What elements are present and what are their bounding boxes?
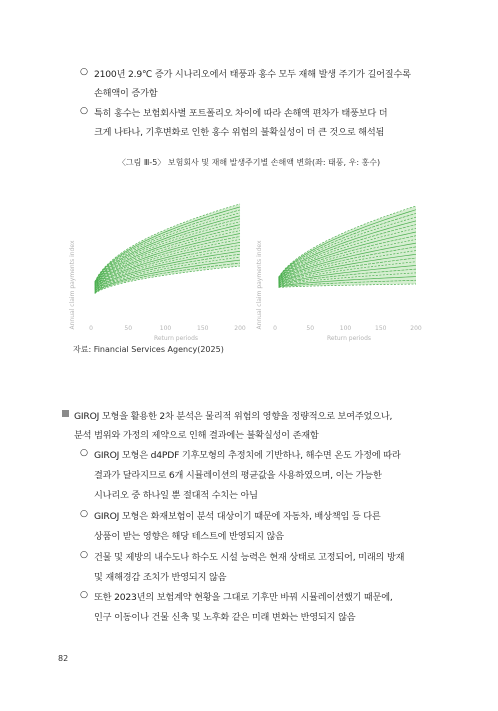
bullet-text-line: 건물 및 제방의 내수도나 하수도 시설 능력은 현재 상태로 고정되어, 미래의 방재 — [94, 552, 405, 563]
bullet-marker: ○ — [80, 66, 88, 77]
y-axis-label: Annual claim payments index — [256, 240, 263, 330]
bullet-marker: ○ — [80, 447, 88, 458]
x-tick-label: 0 — [273, 325, 277, 332]
plot-area — [95, 204, 240, 294]
uncertainty-band — [95, 204, 240, 294]
y-axis-label: Annual claim payments index — [69, 240, 76, 330]
bullet-text-line: GIROJ 모형은 d4PDF 기후모형의 추정치에 기반하나, 해수면 온도 가정에 따라 — [94, 450, 401, 461]
typhoon-loss-chart — [64, 180, 256, 346]
bullet-text-line: 크게 나타나, 기후변화로 인한 홍수 위험의 불확실성이 더 큰 것으로 해석됨 — [94, 127, 385, 138]
bullet-marker: ○ — [80, 105, 88, 116]
x-axis-ticks — [273, 325, 422, 332]
bullet-text-line: GIROJ 모형은 화재보험이 분석 대상이기 때문에 자동차, 배상책임 등 다른 — [94, 511, 381, 522]
x-axis-label: Return periods — [153, 335, 199, 342]
bullet-text-line: 2100년 2.9℃ 증가 시나리오에서 태풍과 홍수 모두 재해 발생 주기가 길어질수록 — [94, 69, 411, 80]
bullet-marker: ○ — [80, 508, 88, 519]
bullet-marker: ○ — [80, 589, 88, 600]
square-bullet-icon — [62, 408, 73, 419]
bullet-text-line: 손해액이 증가함 — [94, 88, 158, 99]
x-axis-ticks — [89, 325, 246, 332]
page-number: 82 — [58, 654, 69, 663]
bullet-text-line: 특히 홍수는 보험회사별 포트폴리오 차이에 따라 손해액 편차가 태풍보다 더 — [94, 108, 388, 119]
x-tick-label: 150 — [197, 325, 209, 332]
bullet-text-line: 시나리오 중 하나일 뿐 절대적 수치는 아님 — [94, 490, 258, 501]
x-tick-label: 50 — [306, 325, 315, 332]
x-tick-label: 100 — [339, 325, 352, 332]
bullet-text-line: 분석 범위와 가정의 제약으로 인해 결과에는 불확실성이 존재함 — [74, 430, 319, 441]
bullet-text-line: 상품이 받는 영향은 해당 테스트에 반영되지 않음 — [94, 531, 284, 542]
bullet-text-line: 결과가 달라지므로 6개 시뮬레이션의 평균값을 사용하였으며, 이는 가능한 — [94, 470, 382, 481]
plot-area — [279, 206, 416, 287]
x-axis-label: Return periods — [326, 335, 372, 342]
bullet-text-line: 및 재해경감 조치가 반영되지 않음 — [94, 572, 227, 583]
flood-loss-chart — [251, 180, 431, 346]
x-tick-label: 100 — [159, 325, 172, 332]
bullet-text-line: 인구 이동이나 건물 신축 및 노후화 같은 미래 변화는 반영되지 않음 — [94, 612, 356, 623]
bullet-text-line: 또한 2023년의 보험계약 현황을 그대로 기후만 바꿔 시뮬레이션했기 때문에, — [94, 592, 393, 603]
x-tick-label: 150 — [375, 325, 387, 332]
figure-source: 자료: Financial Services Agency(2025) — [73, 345, 224, 354]
bullet-marker: ○ — [80, 549, 88, 560]
x-tick-label: 200 — [410, 325, 422, 332]
figure-caption: 〈그림 Ⅲ-5〉 보험회사 및 재해 발생주기별 손해액 변화(좌: 태풍, 우: 홍수) — [117, 158, 381, 167]
x-tick-label: 50 — [124, 325, 133, 332]
bullet-text-line: GIROJ 모형을 활용한 2차 분석은 물리적 위험의 영향을 정량적으로 보여주었으나, — [74, 411, 393, 422]
x-tick-label: 200 — [234, 325, 246, 332]
x-tick-label: 0 — [89, 325, 93, 332]
